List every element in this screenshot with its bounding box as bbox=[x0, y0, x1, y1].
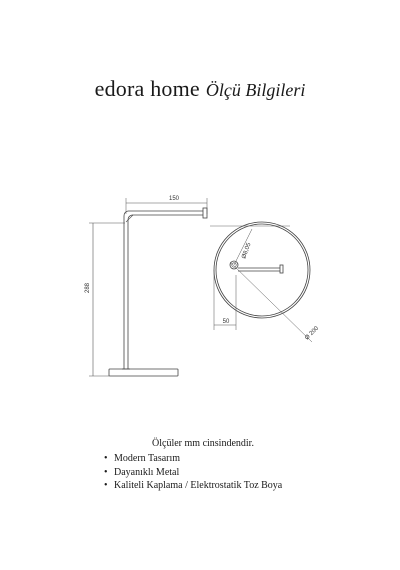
stand-base-plate bbox=[109, 369, 178, 376]
top-arm-end-cap bbox=[280, 265, 283, 273]
feature-item: • Dayanıklı Metal bbox=[104, 466, 400, 480]
feature-list bbox=[0, 452, 400, 493]
product-notes bbox=[0, 438, 400, 493]
feature-item: • Modern Tasarım bbox=[104, 452, 400, 466]
page-subtitle: Ölçü Bilgileri bbox=[205, 80, 306, 100]
top-view bbox=[210, 222, 320, 342]
base-circle-inner bbox=[216, 224, 308, 316]
circle-diameter-label: Ø 200 bbox=[304, 325, 320, 342]
height-dimension-label: 288 bbox=[85, 282, 91, 294]
stand-arm-end-cap bbox=[203, 208, 207, 218]
stand-bend-inner bbox=[128, 215, 133, 226]
measurement-note: Ölçüler mm cinsindendir. bbox=[152, 438, 254, 449]
base-circle-outer bbox=[214, 222, 310, 318]
width-dimension-label: 150 bbox=[168, 196, 180, 202]
feature-item: • Kaliteli Kaplama / Elektrostatik Toz Boya bbox=[104, 479, 400, 493]
tube-diameter-label: Ø8,05 bbox=[241, 242, 253, 260]
offset-dimension-label: 50 bbox=[222, 319, 230, 325]
side-view bbox=[85, 196, 207, 376]
brand-name: edora home bbox=[94, 76, 200, 101]
circle-diameter-leader bbox=[230, 262, 312, 342]
